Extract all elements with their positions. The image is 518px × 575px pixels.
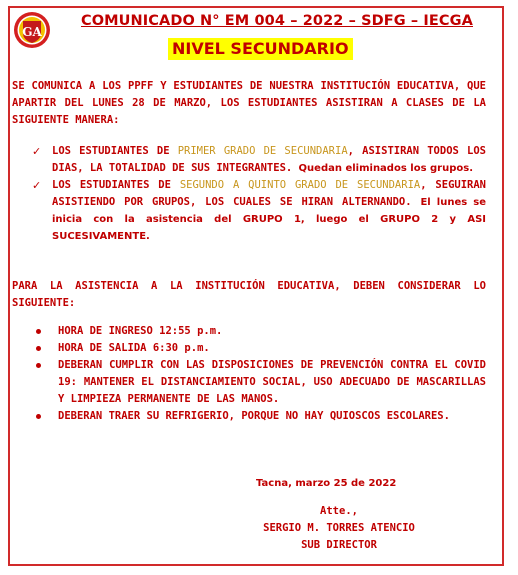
grade-highlight: SEGUNDO A QUINTO GRADO DE SECUNDARIA	[179, 179, 421, 191]
list-item	[20, 357, 486, 408]
signature-name: SERGIO M. TORRES ATENCIO	[263, 522, 415, 534]
list-item-text: HORA DE INGRESO 12:55 p.m.	[58, 325, 223, 337]
logo-text: GA	[22, 25, 42, 39]
signature-greeting: Atte.,	[320, 505, 358, 517]
page-title: COMUNICADO N° EM 004 – 2022 – SDFG – IECGA	[80, 13, 473, 29]
checklist-note: El lunes se inicia con la asistencia del GRUPO 1, luego el GRUPO 2 y ASI SUCESIVAMENTE.	[52, 197, 487, 242]
bullet-icon	[36, 363, 41, 368]
list-item-text: HORA DE SALIDA 6:30 p.m.	[58, 342, 210, 354]
bullet-icon	[36, 346, 41, 351]
list-item-text: DEBERAN TRAER SU REFRIGERIO, PORQUE NO HAY QUIOSCOS ESCOLARES.	[58, 410, 450, 422]
rules-list	[20, 323, 486, 425]
school-logo	[13, 11, 51, 49]
list-item	[20, 408, 486, 425]
checklist-lead: LOS ESTUDIANTES DE	[52, 145, 178, 157]
considerations-paragraph: PARA LA ASISTENCIA A LA INSTITUCIÓN EDUCATIVA, DEBEN CONSIDERAR LO SIGUIENTE:	[12, 280, 486, 309]
checklist-item	[24, 143, 486, 177]
list-item	[20, 340, 486, 357]
intro-paragraph: SE COMUNICA A LOS PPFF Y ESTUDIANTES DE NUESTRA INSTITUCIÓN EDUCATIVA, QUE APARTIR DEL LUNES 28 DE MARZO, LOS ESTUDIANTES ASISTIRAN A CLASES DE LA SIGUIENTE MANERA:	[12, 80, 486, 126]
checklist-note: Quedan eliminados los grupos.	[298, 163, 473, 174]
level-badge: NIVEL SECUNDARIO	[168, 38, 353, 60]
grade-highlight: PRIMER GRADO DE SECUNDARIA	[177, 145, 348, 157]
checklist-item	[24, 177, 486, 245]
document-date: Tacna, marzo 25 de 2022	[256, 478, 397, 489]
bullet-icon	[36, 414, 41, 419]
signature-role: SUB DIRECTOR	[301, 539, 377, 551]
list-item-text: DEBERAN CUMPLIR CON LAS DISPOSICIONES DE PREVENCIÓN CONTRA EL COVID 19: MANTENER EL DISTANCIAMIENTO SOCIAL, USO ADECUADO DE MASCARILLAS Y LIMPIEZA PERMANENTE DE LAS MANOS.	[58, 359, 486, 405]
checklist-rest: , ASISTIRAN TODOS LOS DIAS, LA TOTALIDAD DE SUS INTEGRANTES.	[52, 145, 486, 174]
grade-checklist	[24, 143, 486, 245]
list-item	[20, 323, 486, 340]
checklist-rest: , SEGUIRAN ASISTIENDO POR GRUPOS, LOS CUALES SE HIRAN ALTERNANDO.	[52, 179, 487, 208]
check-icon: ✓	[32, 179, 42, 192]
check-icon: ✓	[32, 145, 42, 158]
checklist-lead: LOS ESTUDIANTES DE	[52, 179, 180, 191]
bullet-icon	[36, 329, 41, 334]
